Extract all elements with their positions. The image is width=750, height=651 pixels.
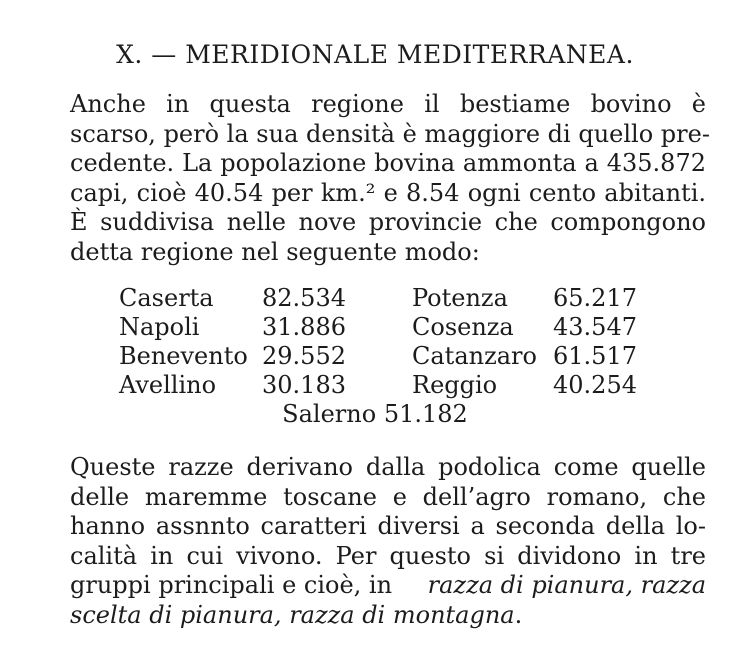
text-line: delle maremme toscane e dell’agro romano, che bbox=[70, 482, 706, 511]
text-line: cedente. La popolazione bovina ammonta a 435.872 bbox=[70, 149, 706, 177]
province-value: 40.254 bbox=[553, 371, 637, 399]
province-name: Avellino bbox=[119, 371, 217, 399]
text-segment: . bbox=[514, 600, 523, 629]
italic-text-segment: scelta di pianura, razza di montagna bbox=[70, 600, 515, 629]
text-line: Queste razze derivano dalla podolica come quelle bbox=[70, 453, 706, 481]
province-value: 65.217 bbox=[553, 284, 637, 312]
province-name: Catanzaro bbox=[412, 342, 537, 370]
text-line: capi, cioè 40.54 per km.² e 8.54 ogni cento abitanti. bbox=[70, 178, 706, 207]
text-segment: gruppi principali e cioè, in bbox=[70, 571, 393, 599]
province-value: 31.886 bbox=[262, 313, 346, 341]
section-heading: X. — MERIDIONALE MEDITERRANEA. bbox=[116, 40, 634, 69]
text-line: scarso, però la sua densità è maggiore di quello pre- bbox=[70, 119, 710, 148]
text-line: Anche in questa regione il bestiame bovino è bbox=[70, 90, 706, 118]
italic-text-segment: razza di pianura, razza bbox=[427, 571, 706, 599]
paragraph-intro bbox=[70, 90, 710, 267]
province-name: Benevento bbox=[119, 342, 248, 370]
province-value: 51.182 bbox=[383, 400, 468, 428]
text-line: calità in cui vivono. Per questo si dividono in tre bbox=[70, 541, 706, 570]
paragraph-breeds bbox=[70, 453, 706, 630]
text-line: È suddivisa nelle nove provincie che compongono bbox=[70, 208, 706, 236]
province-name: Reggio bbox=[412, 371, 498, 399]
province-center-row bbox=[0, 400, 750, 429]
province-value: 61.517 bbox=[553, 342, 637, 370]
text-line: detta regione nel seguente modo: bbox=[70, 237, 480, 266]
text-line: hanno assnnto caratteri diversi a seconda della lo- bbox=[70, 512, 706, 540]
province-value: 82.534 bbox=[262, 284, 346, 312]
province-value: 43.547 bbox=[553, 313, 637, 341]
province-value: 30.183 bbox=[262, 371, 346, 399]
text-line bbox=[70, 601, 706, 631]
text-line bbox=[70, 571, 706, 601]
province-name: Cosenza bbox=[412, 313, 514, 341]
province-value: 29.552 bbox=[262, 342, 346, 370]
province-name: Caserta bbox=[119, 284, 214, 312]
province-name: Napoli bbox=[119, 313, 200, 341]
province-name: Salerno bbox=[282, 400, 377, 428]
province-name: Potenza bbox=[412, 284, 508, 312]
